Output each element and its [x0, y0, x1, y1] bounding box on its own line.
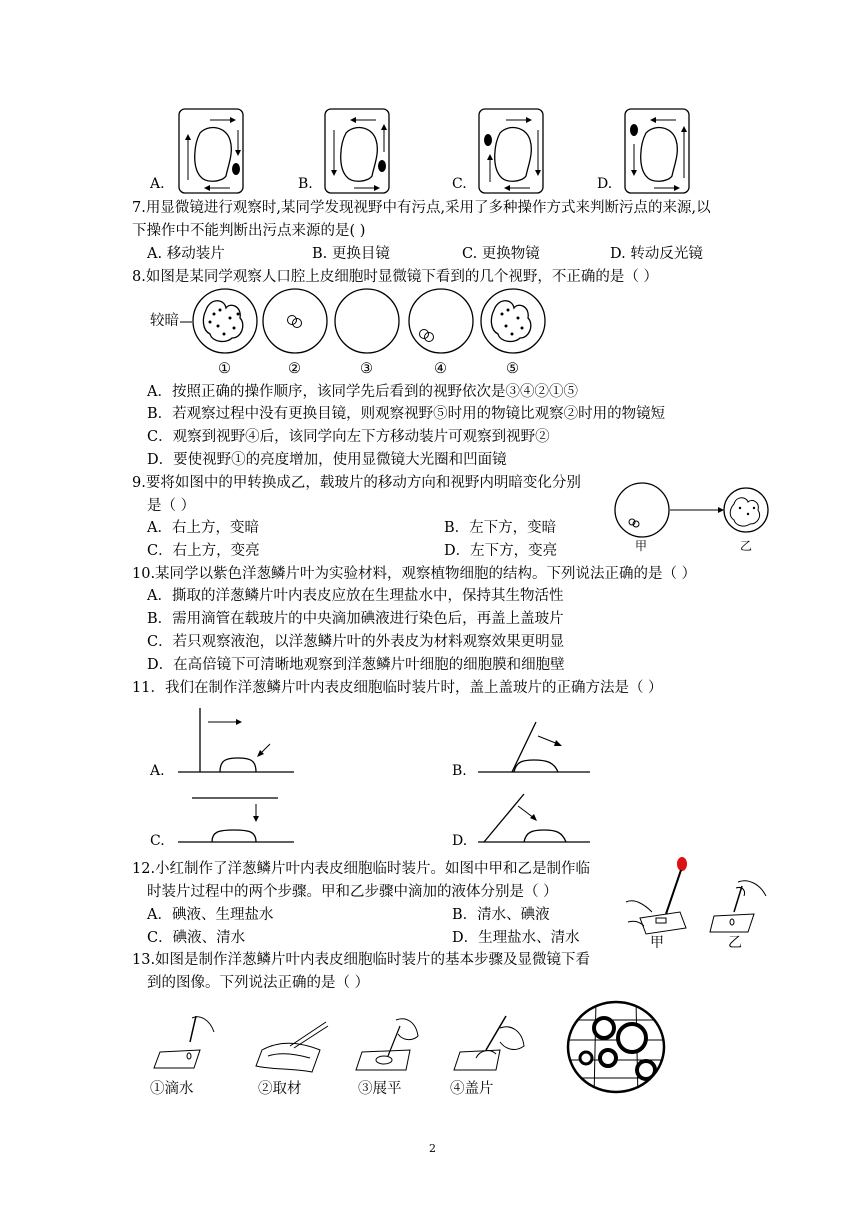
q9-option-d[interactable]: D．左下方，变亮 — [444, 543, 558, 559]
q12-label-yi: 乙 — [728, 935, 742, 951]
q12-stem-line2: 时装片过程中的两个步骤。甲和乙步骤中滴加的液体分别是（ ） — [147, 884, 558, 900]
q12-label-jia: 甲 — [650, 935, 664, 951]
q12-option-a[interactable]: A．碘液、生理盐水 — [147, 907, 274, 923]
q9-label-yi: 乙 — [740, 539, 753, 553]
q8-option-a[interactable]: A．按照正确的操作顺序，该同学先后看到的视野依次是③④②①⑤ — [147, 384, 578, 400]
q11-option-a[interactable]: A. — [150, 763, 165, 779]
q8-field-num-4: ④ — [434, 361, 447, 377]
q6-option-d[interactable]: D. — [597, 176, 613, 192]
q8-field-4 — [409, 289, 473, 353]
q13-step-2-drawing — [256, 1022, 328, 1072]
q10-option-d[interactable]: D．在高倍镜下可清晰地观察到洋葱鳞片叶细胞的细胞膜和细胞壁 — [147, 657, 565, 673]
q13-step-3-label: ③展平 — [358, 1081, 402, 1097]
q8-field-num-1: ① — [218, 361, 231, 377]
q10-option-a[interactable]: A．撕取的洋葱鳞片叶内表皮应放在生理盐水中，保持其生物活性 — [147, 588, 564, 604]
q9-stem-line1: 9.要将如图中的甲转换成乙，载玻片的移动方向和视野内明暗变化分别 — [132, 475, 581, 491]
q6-figure-b — [324, 108, 390, 194]
q8-field-2 — [263, 289, 327, 353]
q11-option-d[interactable]: D. — [452, 833, 468, 849]
q8-option-b[interactable]: B．若观察过程中没有更换目镜，则观察视野⑤时用的物镜比观察②时用的物镜短 — [147, 406, 666, 422]
q13-steps-figure — [150, 1006, 620, 1080]
q12-stem-line1: 12.小红制作了洋葱鳞片叶内表皮细胞临时装片。如图中甲和乙是制作临 — [132, 861, 591, 877]
q13-stem-line2: 到的图像。下列说法正确的是（ ） — [147, 975, 370, 991]
page-number: 2 — [429, 1142, 436, 1155]
q13-step-4-drawing — [454, 1016, 524, 1070]
q8-option-d[interactable]: D．要使视野①的亮度增加，使用显微镜大光圈和凹面镜 — [147, 452, 507, 468]
q9-label-jia: 甲 — [635, 539, 648, 553]
q8-field-1 — [193, 289, 257, 353]
q13-step-1-drawing — [154, 1016, 214, 1068]
q8-dark-label: 较暗 — [150, 313, 179, 329]
q6-figure-c — [478, 108, 544, 194]
q9-option-a[interactable]: A．右上方，变暗 — [147, 520, 259, 536]
q8-field-num-2: ② — [288, 361, 301, 377]
q7-stem-line2: 下操作中不能判断出污点来源的是( ) — [132, 223, 366, 239]
q8-fields-of-view — [180, 288, 550, 360]
q8-stem: 8.如图是某同学观察人口腔上皮细胞时显微镜下看到的几个视野，不正确的是（ ） — [132, 269, 658, 285]
q6-figure-a — [178, 108, 244, 194]
q7-option-c[interactable]: C. 更换物镜 — [462, 246, 540, 262]
q11-figure-a — [178, 704, 298, 776]
q12-option-d[interactable]: D．生理盐水、清水 — [452, 930, 580, 946]
q13-stem-line1: 13.如图是制作洋葱鳞片叶内表皮细胞临时装片的基本步骤及显微镜下看 — [132, 952, 591, 968]
q7-option-a[interactable]: A. 移动装片 — [147, 246, 225, 262]
q7-stem-line1: 7.用显微镜进行观察时,某同学发现视野中有污点,采用了多种操作方式来判断污点的来源,以 — [132, 200, 711, 216]
q12-figure — [624, 856, 774, 936]
q13-step-4-label: ④盖片 — [450, 1081, 494, 1097]
q6-option-b[interactable]: B. — [298, 176, 313, 192]
q8-field-5 — [481, 289, 545, 353]
q10-option-b[interactable]: B．需用滴管在载玻片的中央滴加碘液进行染色后，再盖上盖玻片 — [147, 611, 564, 627]
q13-step-1-label: ①滴水 — [150, 1081, 194, 1097]
q6-option-c[interactable]: C. — [452, 176, 467, 192]
q7-option-d[interactable]: D. 转动反光镜 — [610, 246, 703, 262]
q11-figure-b — [478, 716, 598, 776]
q6-option-a[interactable]: A. — [150, 176, 165, 192]
q11-option-c[interactable]: C. — [150, 833, 165, 849]
q8-option-c[interactable]: C．观察到视野④后，该同学向左下方移动装片可观察到视野② — [147, 429, 550, 445]
q12-option-c[interactable]: C．碘液、清水 — [147, 930, 246, 946]
q13-step-2-label: ②取材 — [258, 1081, 302, 1097]
q10-stem: 10.某同学以紫色洋葱鳞片叶为实验材料，观察植物细胞的结构。下列说法正确的是（ ） — [132, 566, 697, 582]
q8-field-3 — [335, 289, 399, 353]
q13-step-3-drawing — [356, 1019, 418, 1070]
q11-figure-c — [178, 794, 298, 846]
q11-option-b[interactable]: B. — [452, 763, 467, 779]
q11-stem: 11．我们在制作洋葱鳞片叶内表皮细胞临时装片时，盖上盖玻片的正确方法是（ ） — [132, 680, 663, 696]
q8-field-num-3: ③ — [360, 361, 373, 377]
q9-option-b[interactable]: B．左下方，变暗 — [444, 520, 557, 536]
q10-option-c[interactable]: C．若只观察液泡，以洋葱鳞片叶的外表皮为材料观察效果更明显 — [147, 634, 565, 650]
q9-option-c[interactable]: C．右上方，变亮 — [147, 543, 260, 559]
q7-option-b[interactable]: B. 更换目镜 — [312, 246, 390, 262]
q6-figure-d — [624, 108, 690, 194]
q9-figure — [614, 482, 784, 542]
q9-stem-line2: 是（ ） — [147, 498, 196, 514]
q11-figure-d — [478, 790, 598, 846]
q8-field-num-5: ⑤ — [506, 361, 519, 377]
q12-option-b[interactable]: B．清水、碘液 — [452, 907, 550, 923]
q13-microscope-view — [566, 1000, 666, 1094]
